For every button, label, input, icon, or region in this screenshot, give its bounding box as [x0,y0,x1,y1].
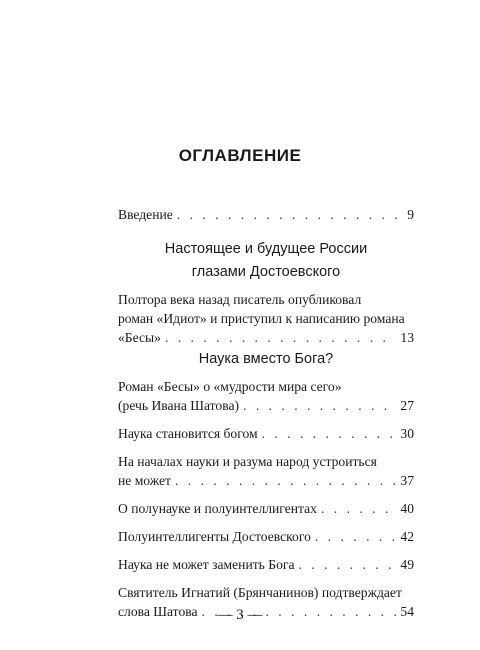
toc-entry-text: О полунауке и полуинтеллигентах [118,501,317,516]
toc-entry-text: Введение [118,207,173,222]
toc-heading: ОГЛАВЛЕНИЕ [178,146,302,165]
toc-entry-text: не может [118,473,171,488]
leader-dots [243,396,396,415]
toc-entry-text: Наука не может заменить Бога [118,557,295,572]
toc-page-number: 54 [400,604,414,619]
toc-page-number: 13 [400,330,414,345]
toc-entry-text: Полуинтеллигенты Достоевского [118,529,311,544]
toc-entry-text: «Бесы» [118,330,161,345]
section-1 [118,238,414,356]
section-title: Наука вместо Бога? [198,351,334,367]
leader-dots [262,424,397,443]
toc-intro [118,205,414,233]
toc-entry[interactable]: На началах науки и разума народ устроиться не может . . . 37 [118,452,414,490]
toc-page-number: 49 [400,557,414,572]
toc-page-number: 42 [400,529,414,544]
leader-dots [315,527,397,546]
toc-page-number: 30 [400,426,414,441]
leader-dots [177,205,403,224]
toc-page-number: 40 [400,501,414,516]
toc-page-number: 37 [400,473,414,488]
page-number-footer: — 3 — [217,607,263,623]
toc-entry[interactable] [118,555,414,574]
toc-page-number: 27 [400,398,414,413]
leader-dots [321,499,396,518]
leader-dots [175,471,396,490]
toc-entry[interactable] [118,424,414,443]
toc-entry-text: слова Шатова [118,604,198,619]
toc-entry[interactable]: Роман «Бесы» о «мудрости мира сего» (речь Ивана Шатова) . . . 27 [118,377,414,415]
toc-entry-intro[interactable] [118,205,414,224]
toc-entry-text: Наука становится богом [118,426,258,441]
leader-dots [165,328,396,347]
toc-entry[interactable]: Полтора века назад писатель опубликовал роман «Идиот» и приступил к написанию романа «Бесы» . . . 13 [118,290,414,347]
toc-entry[interactable] [118,499,414,518]
toc-entry[interactable]: Святитель Игнатий (Брянчанинов) подтверждает слова Шатова . . . 54 [118,583,414,621]
toc-entry[interactable] [118,527,414,546]
section-2 [118,348,414,630]
leader-dots [298,555,396,574]
toc-page-number: 9 [407,207,414,222]
section-title: Настоящее и будущее России глазами Достоевского [164,241,368,280]
toc-entry-text: (речь Ивана Шатова) [118,398,240,413]
